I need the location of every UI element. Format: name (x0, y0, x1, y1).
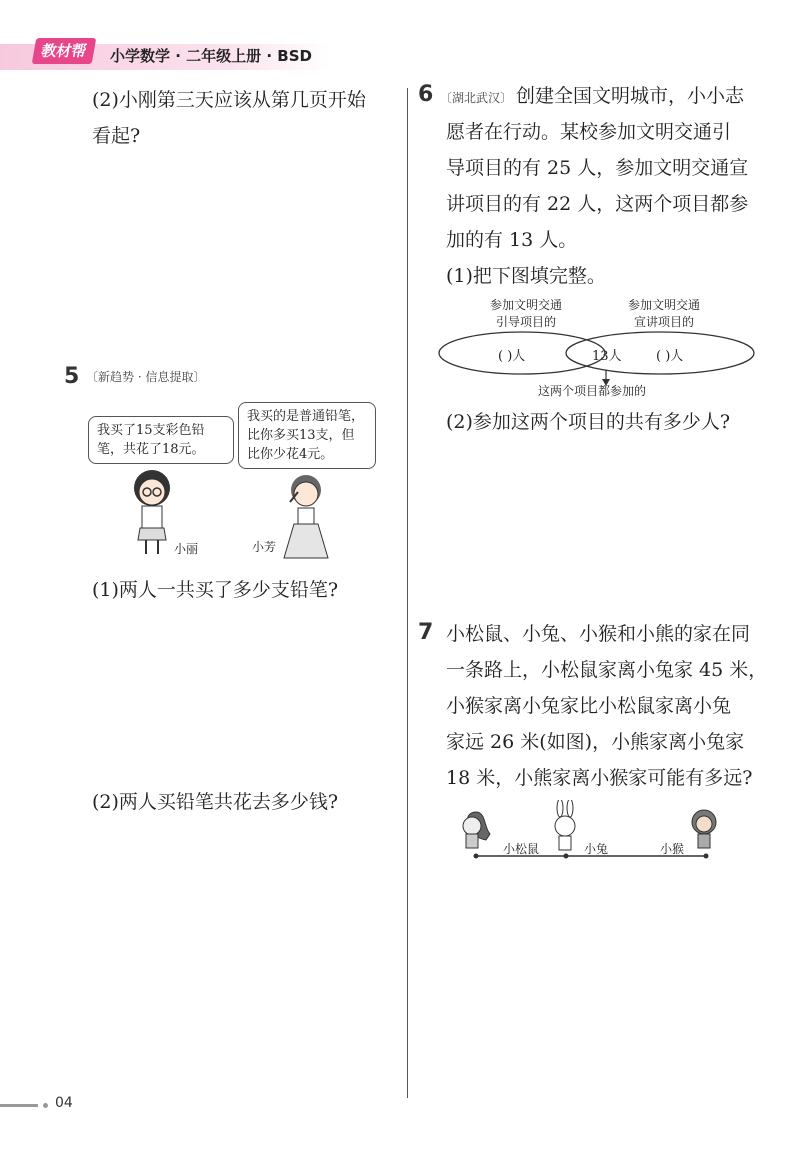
q6-line3: 导项目的有 25 人，参加文明交通宣 (446, 157, 749, 179)
q7-line5: 18 米，小熊家离小猴家可能有多远? (446, 767, 753, 789)
monkey-icon (692, 810, 716, 848)
q7-line1: 小松鼠、小兔、小猴和小熊的家在同 (446, 623, 751, 645)
name-xiaoli: 小丽 (174, 542, 199, 556)
venn-center-value: 13人 (592, 349, 622, 364)
q5-number: 5 (64, 364, 80, 389)
q6-line5: 加的有 13 人。 (446, 229, 578, 251)
page-bar (0, 1104, 38, 1107)
venn-left-blank: ( )人 (498, 349, 526, 364)
q5-sub2: (2)两人买铅笔共花去多少钱? (92, 791, 339, 813)
q4-sub2-line2: 看起? (92, 125, 141, 147)
label-rabbit: 小兔 (584, 842, 609, 856)
q6-tag: 〔湖北武汉〕 (440, 91, 513, 105)
speech-bubble-right: 我买的是普通铅笔， 比你多买13支，但 比你少花4元。 (238, 402, 376, 469)
header-title: 小学数学 · 二年级上册 · BSD (110, 47, 312, 65)
venn-bottom-label: 这两个项目都参加的 (538, 384, 647, 398)
speech-bubble-left: 我买了15支彩色铅 笔，共花了18元。 (88, 416, 234, 464)
q5-tag: 〔新趋势 · 信息提取〕 (86, 370, 206, 384)
q7-line4: 家远 26 米(如图)，小熊家离小兔家 (446, 731, 745, 753)
column-divider (407, 88, 408, 1098)
page-number: 04 (55, 1095, 73, 1111)
q6-line2: 愿者在行动。某校参加文明交通引 (446, 121, 732, 143)
brand-badge: 教材帮 (32, 38, 97, 64)
q4-sub2-line1: (2)小刚第三天应该从第几页开始 (92, 89, 366, 111)
q6-line4: 讲项目的有 22 人，这两个项目都参 (446, 193, 749, 215)
road-diagram (456, 800, 726, 870)
venn-right-blank: ( )人 (656, 349, 684, 364)
name-xiaofang: 小芳 (252, 540, 277, 554)
q7-number: 7 (418, 620, 434, 645)
rabbit-icon (555, 800, 575, 850)
venn-left-label: 参加文明交通 引导项目的 (490, 298, 563, 329)
q7-line3: 小猴家离小兔家比小松鼠家离小兔 (446, 695, 732, 717)
q5-sub1: (1)两人一共买了多少支铅笔? (92, 579, 339, 601)
q6-sub1: (1)把下图填完整。 (446, 265, 606, 287)
monkey-home-dot (704, 854, 709, 859)
squirrel-icon (463, 812, 490, 848)
q6-sub2: (2)参加这两个项目的共有多少人? (446, 411, 731, 433)
page-dot (43, 1103, 48, 1108)
q7-line2: 一条路上，小松鼠家离小兔家 45 米， (446, 659, 768, 681)
girl-xiaofang-icon (272, 472, 342, 564)
q6-line1: 创建全国文明城市，小小志 (516, 85, 745, 107)
squirrel-home-dot (474, 854, 479, 859)
label-squirrel: 小松鼠 (503, 842, 540, 856)
label-monkey: 小猴 (660, 842, 685, 856)
rabbit-home-dot (564, 854, 569, 859)
q6-number: 6 (418, 82, 434, 107)
venn-right-label: 参加文明交通 宣讲项目的 (628, 298, 701, 329)
